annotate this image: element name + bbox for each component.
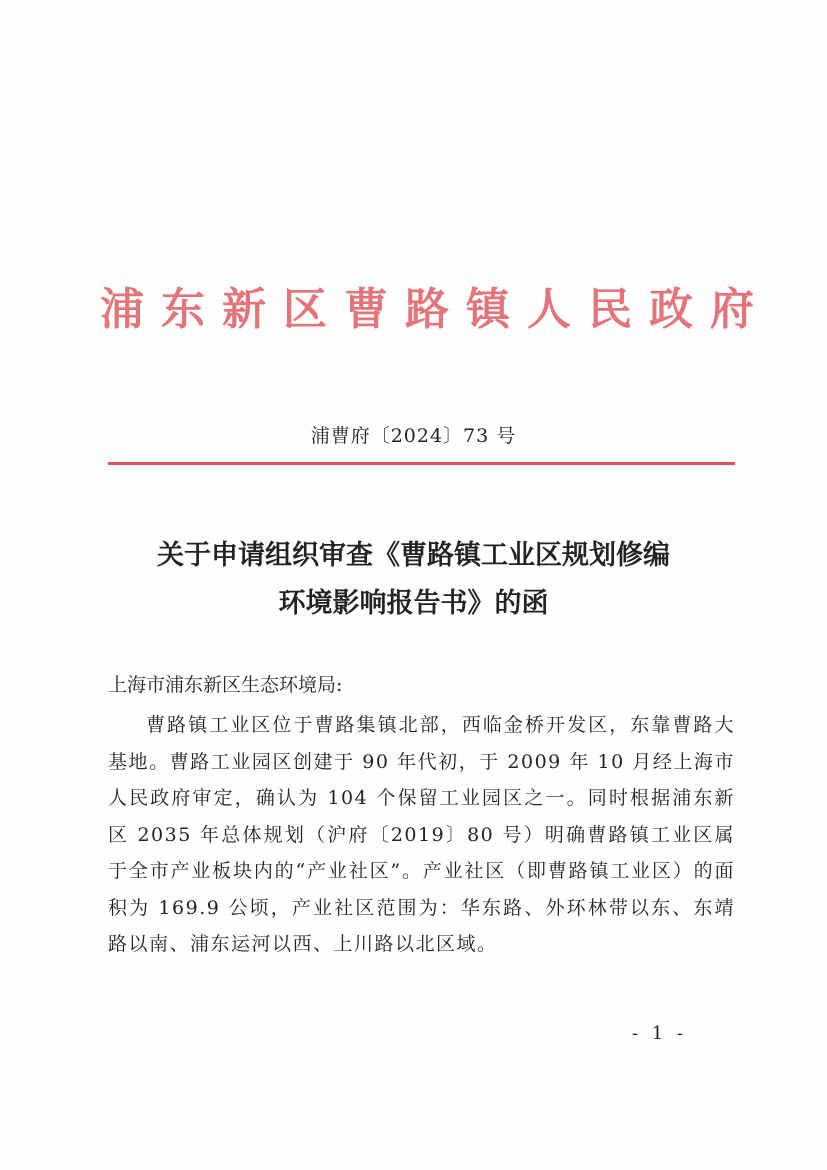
- page-number: - 1 -: [631, 1023, 687, 1044]
- issuer-letterhead: 浦东新区曹路镇人民政府: [100, 284, 771, 335]
- document-title: [0, 532, 827, 628]
- document-number: 浦曹府〔2024〕73 号: [310, 425, 517, 447]
- body-paragraph: 曹路镇工业区位于曹路集镇北部，西临金桥开发区，东靠曹路大基地。曹路工业园区创建于 90 年代初，于 2009 年 10 月经上海市人民政府审定，确认为 104 个保留工业园区之一。同时根据浦东新区 2035 年总体规划（沪府〔2019〕80 号）明确曹路镇工业区属于全市产业板块内的“产业社区”。产业社区（即曹路镇工业区）的面积为 169.9 公顷，产业社区范围为：华东路、外环林带以东、东靖路以南、浦东运河以西、上川路以北区域。: [108, 714, 735, 955]
- red-separator-line: [108, 462, 735, 465]
- title-line-2: 环境影响报告书》的函: [278, 588, 549, 619]
- title-line-1: 关于申请组织审查《曹路镇工业区规划修编: [157, 540, 670, 571]
- salutation: 上海市浦东新区生态环境局:: [108, 674, 343, 696]
